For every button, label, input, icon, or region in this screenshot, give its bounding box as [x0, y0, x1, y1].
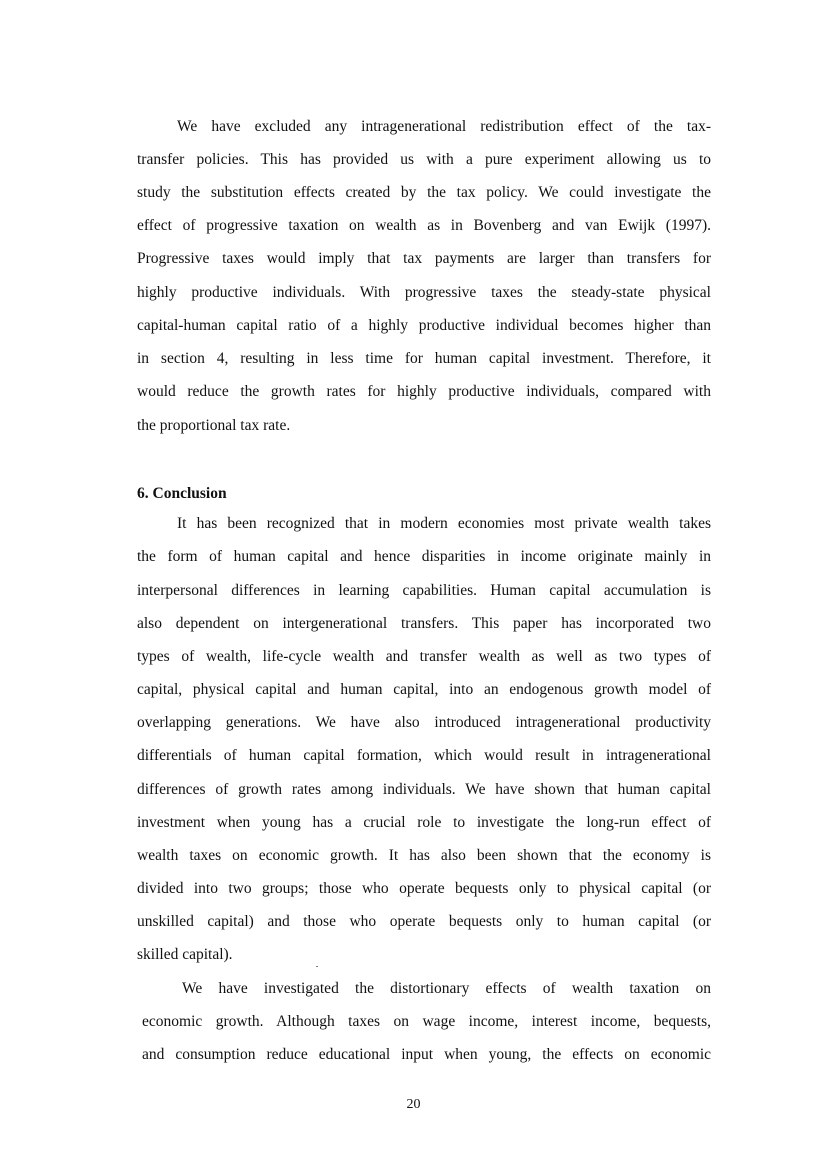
paragraph-3-line-1: We have investigated the distortionary effects of wealth taxation on [182, 980, 711, 997]
paragraph-2-line-7: overlapping generations. We have also introduced intragenerational productivity [137, 714, 711, 731]
section-heading: 6. Conclusion [137, 485, 227, 502]
paragraph-2-line-5: types of wealth, life-cycle wealth and transfer wealth as well as two types of [137, 648, 711, 665]
paragraph-2-line-8: differentials of human capital formation, which would result in intragenerational [137, 747, 711, 764]
page-number: 20 [406, 1097, 421, 1112]
paragraph-2-line-2: the form of human capital and hence disparities in income originate mainly in [137, 548, 711, 565]
paragraph-2-line-10: investment when young has a crucial role to investigate the long-run effect of [137, 814, 711, 831]
paragraph-1-line-5: Progressive taxes would imply that tax payments are larger than transfers for [137, 250, 711, 267]
paragraph-2-line-11: wealth taxes on economic growth. It has also been shown that the economy is [137, 847, 711, 864]
paragraph-1-line-7: capital-human capital ratio of a highly productive individual becomes higher than [137, 317, 711, 334]
paragraph-1-line-2: transfer policies. This has provided us with a pure experiment allowing us to [137, 151, 711, 168]
paragraph-3-line-3: and consumption reduce educational input when young, the effects on economic [142, 1046, 711, 1063]
paragraph-1-line-10: the proportional tax rate. [137, 417, 291, 434]
paragraph-2-line-12: divided into two groups; those who operate bequests only to physical capital (or [137, 880, 711, 897]
paragraph-2-line-14: skilled capital). [137, 946, 233, 963]
paragraph-1-line-1: We have excluded any intragenerational redistribution effect of the tax- [177, 118, 711, 135]
paragraph-2-line-9: differences of growth rates among individuals. We have shown that human capital [137, 781, 711, 798]
paragraph-2-line-4: also dependent on intergenerational transfers. This paper has incorporated two [137, 615, 711, 632]
paragraph-1-line-4: effect of progressive taxation on wealth as in Bovenberg and van Ewijk (1997). [137, 217, 711, 234]
paragraph-2-line-1: It has been recognized that in modern economies most private wealth takes [177, 515, 711, 532]
paragraph-2-line-6: capital, physical capital and human capital, into an endogenous growth model of [137, 681, 711, 698]
paragraph-1-line-3: study the substitution effects created by the tax policy. We could investigate the [137, 184, 711, 201]
paragraph-2-line-3: interpersonal differences in learning capabilities. Human capital accumulation is [137, 582, 711, 599]
paragraph-1-line-6: highly productive individuals. With progressive taxes the steady-state physical [137, 284, 711, 301]
paragraph-1-line-9: would reduce the growth rates for highly productive individuals, compared with [137, 383, 711, 400]
paragraph-2-line-13: unskilled capital) and those who operate bequests only to human capital (or [137, 913, 711, 930]
paragraph-1-line-8: in section 4, resulting in less time for human capital investment. Therefore, it [137, 350, 711, 367]
paragraph-3-line-2: economic growth. Although taxes on wage income, interest income, bequests, [142, 1013, 711, 1030]
scan-speck [316, 966, 318, 967]
